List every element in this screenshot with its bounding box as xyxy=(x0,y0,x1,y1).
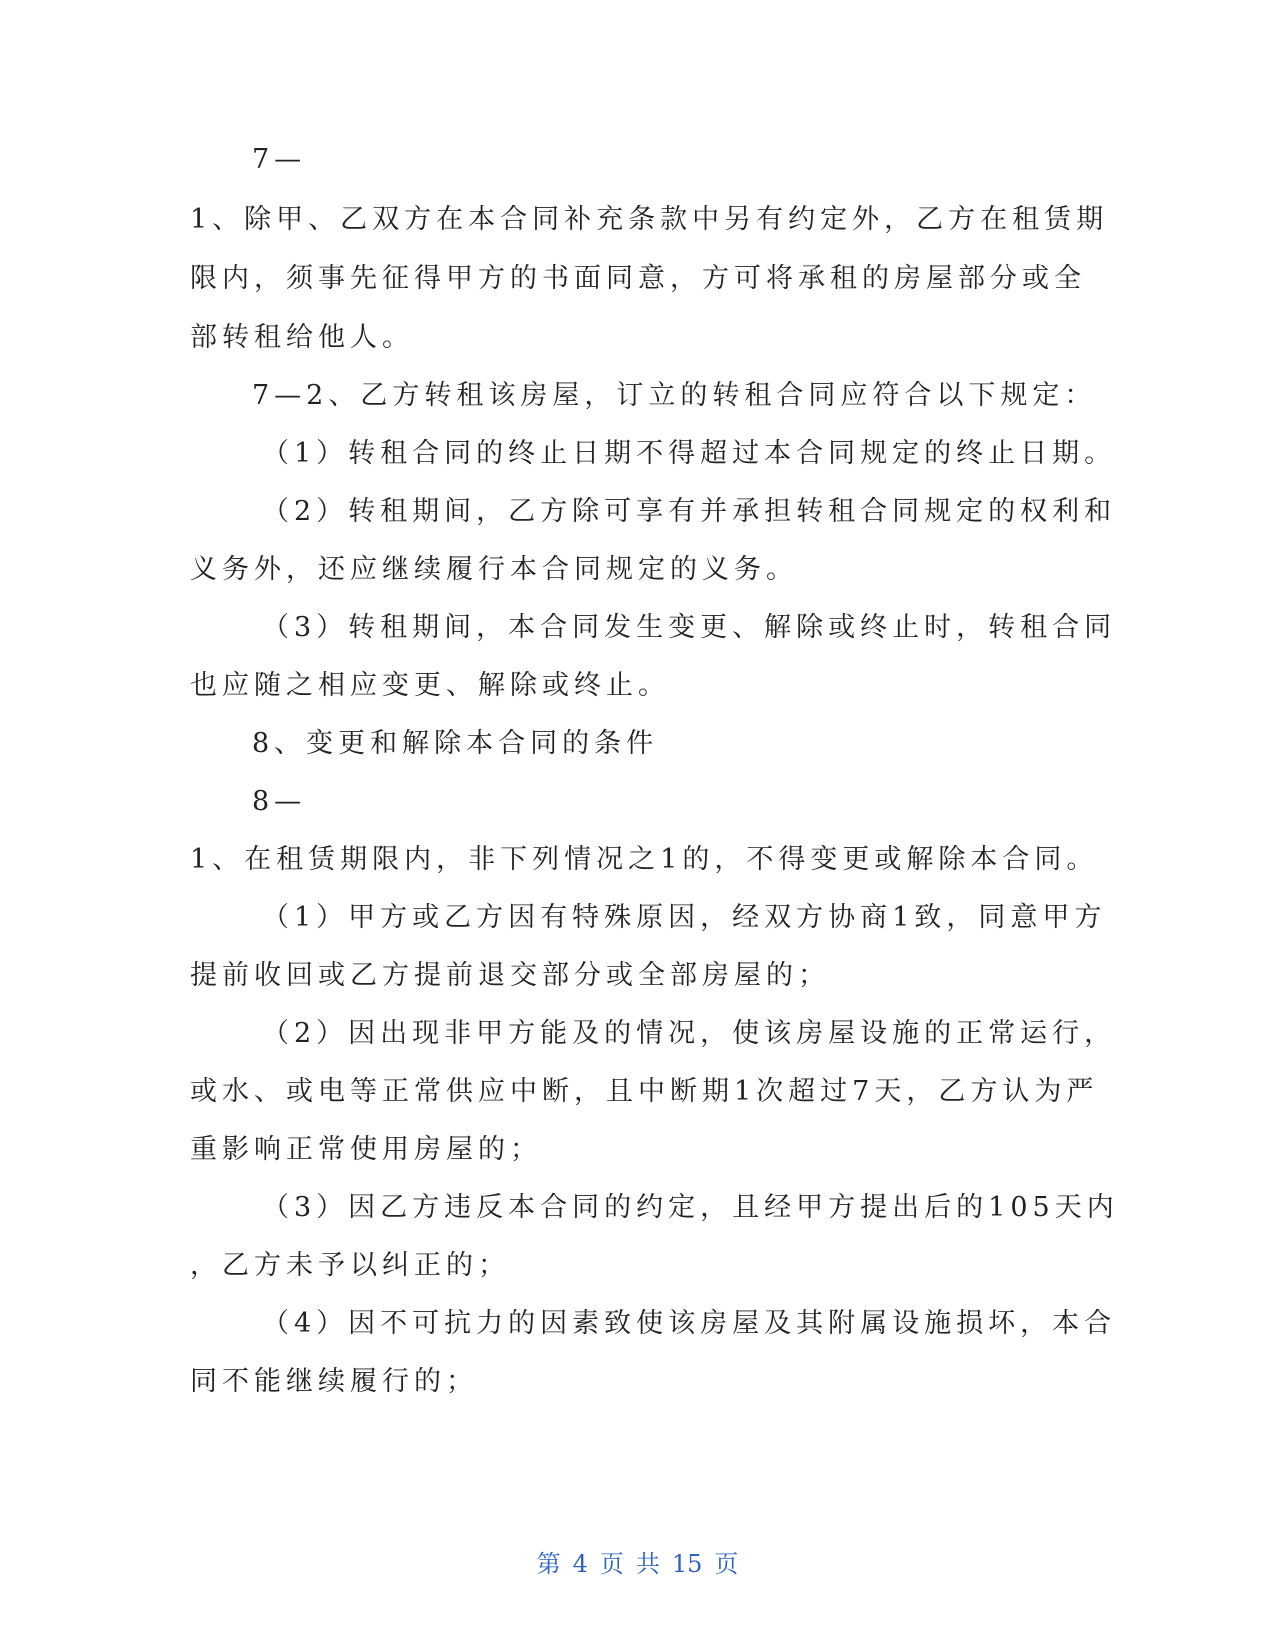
current-page-number: 4 xyxy=(572,1550,588,1578)
clause-8-1-item-2-line-2: 或水、或电等正常供应中断，且中断期1次超过7天，乙方认为严 xyxy=(190,1076,1099,1107)
clause-8-1-item-4-line-2: 同不能继续履行的； xyxy=(190,1366,478,1397)
section-8-heading: 8、变更和解除本合同的条件 xyxy=(252,728,659,759)
clause-7-2: 7—2、乙方转租该房屋，订立的转租合同应符合以下规定： xyxy=(252,380,1097,411)
clause-7-2-item-3-line-2: 也应随之相应变更、解除或终止。 xyxy=(190,670,670,701)
clause-8-1-item-2-line-1: （2）因出现非甲方能及的情况，使该房屋设施的正常运行， xyxy=(262,1018,1117,1049)
clause-7-1-line-3: 部转租给他人。 xyxy=(190,322,414,353)
page-footer xyxy=(0,1544,1275,1579)
clause-7-1-line-2: 限内，须事先征得甲方的书面同意，方可将承租的房屋部分或全 xyxy=(190,263,1086,294)
clause-7-2-item-1: （1）转租合同的终止日期不得超过本合同规定的终止日期。 xyxy=(262,438,1117,469)
clause-7-2-item-2-line-1: （2）转租期间，乙方除可享有并承担转租合同规定的权利和 xyxy=(262,496,1117,527)
clause-8-1-item-2-line-3: 重影响正常使用房屋的； xyxy=(190,1134,542,1165)
clause-8-1-item-3-line-1: （3）因乙方违反本合同的约定，且经甲方提出后的105天内 xyxy=(262,1192,1119,1223)
footer-page-word: 页 xyxy=(599,1550,624,1578)
total-page-number: 15 xyxy=(671,1550,703,1578)
clause-7-2-item-2-line-2: 义务外，还应继续履行本合同规定的义务。 xyxy=(190,554,798,585)
clause-8-1-item-4-line-1: （4）因不可抗力的因素致使该房屋及其附属设施损坏，本合 xyxy=(262,1308,1117,1339)
clause-8-1-item-1-line-1: （1）甲方或乙方因有特殊原因，经双方协商1致，同意甲方 xyxy=(262,902,1107,933)
clause-7-heading: 7— xyxy=(252,144,307,175)
clause-7-2-item-3-line-1: （3）转租期间，本合同发生变更、解除或终止时，转租合同 xyxy=(262,612,1117,643)
footer-suffix: 页 xyxy=(714,1550,739,1578)
clause-7-1-line-1: 1、除甲、乙双方在本合同补充条款中另有约定外，乙方在租赁期 xyxy=(190,204,1109,235)
clause-8-1-item-3-line-2: ，乙方未予以纠正的； xyxy=(190,1250,510,1281)
clause-8-1: 1、在租赁期限内，非下列情况之1的，不得变更或解除本合同。 xyxy=(190,844,1099,875)
clause-8-heading: 8— xyxy=(252,786,307,817)
footer-total-word: 共 xyxy=(635,1550,660,1578)
clause-8-1-item-1-line-2: 提前收回或乙方提前退交部分或全部房屋的； xyxy=(190,960,830,991)
footer-prefix: 第 xyxy=(536,1550,561,1578)
